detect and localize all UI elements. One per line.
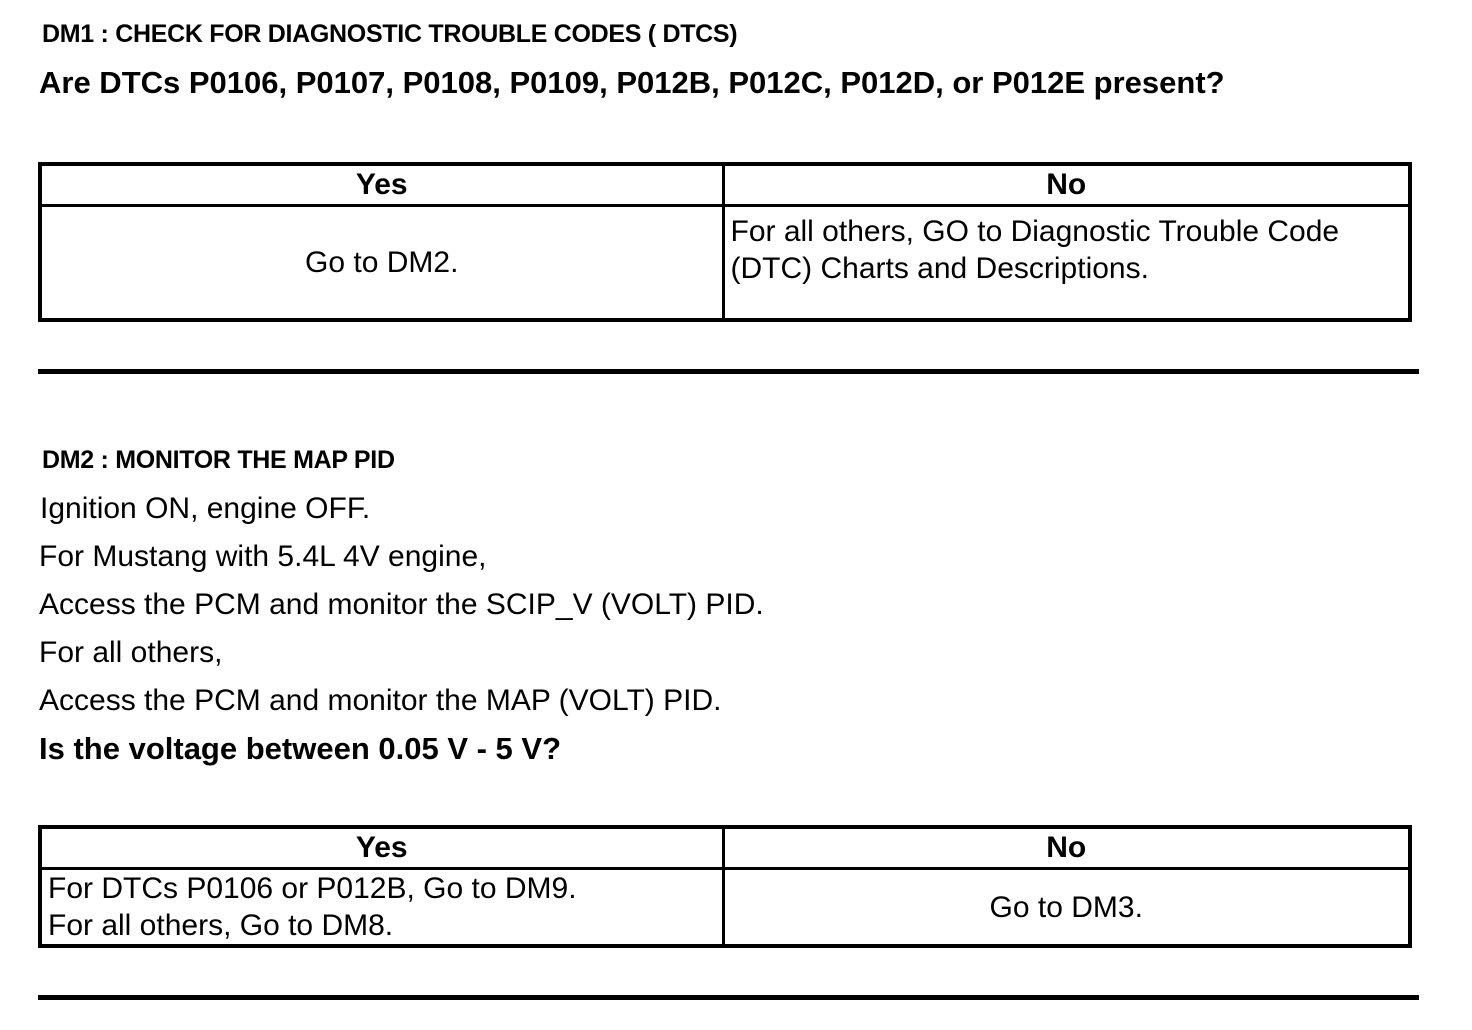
dm1-yes-cell [40, 206, 723, 321]
dm2-yes-header: Yes [40, 827, 723, 869]
dm2-instruction-line: For Mustang with 5.4L 4V engine, [39, 540, 487, 573]
dm2-no-cell [723, 869, 1410, 947]
dm1-no-line: For all others, GO to Diagnostic Trouble Code [730, 215, 1340, 248]
dm1-question: Are DTCs P0106, P0107, P0108, P0109, P012B, P012C, P012D, or P012E present? [39, 65, 1225, 100]
dm2-instruction-line: Access the PCM and monitor the MAP (VOLT) PID. [39, 684, 722, 717]
dm2-yes-line: For DTCs P0106 or P012B, Go to DM9. [48, 872, 577, 905]
dm2-answer-table [38, 825, 1412, 948]
dm1-no-cell [723, 206, 1410, 321]
dm1-step-title: DM1 : CHECK FOR DIAGNOSTIC TROUBLE CODES ( DTCS) [42, 20, 738, 48]
dm2-instruction-line: Ignition ON, engine OFF. [40, 492, 371, 525]
dm2-instruction-line: Access the PCM and monitor the SCIP_V (VOLT) PID. [39, 588, 764, 621]
dm2-no-header: No [723, 827, 1410, 869]
section-divider [38, 995, 1419, 1000]
dm2-step-title: DM2 : MONITOR THE MAP PID [42, 446, 395, 474]
dm1-no-line: (DTC) Charts and Descriptions. [730, 252, 1149, 285]
dm1-no-header: No [723, 164, 1410, 206]
dm2-question: Is the voltage between 0.05 V - 5 V? [39, 731, 562, 766]
dm2-no-text: Go to DM3. [989, 890, 1143, 924]
dm2-yes-line: For all others, Go to DM8. [48, 909, 394, 942]
dm1-answer-table [38, 162, 1412, 322]
dm1-yes-text: Go to DM2. [305, 246, 459, 279]
section-divider [38, 369, 1419, 374]
dm1-yes-header: Yes [40, 164, 723, 206]
dm2-yes-cell [40, 869, 723, 947]
dm2-instruction-line: For all others, [39, 636, 223, 669]
